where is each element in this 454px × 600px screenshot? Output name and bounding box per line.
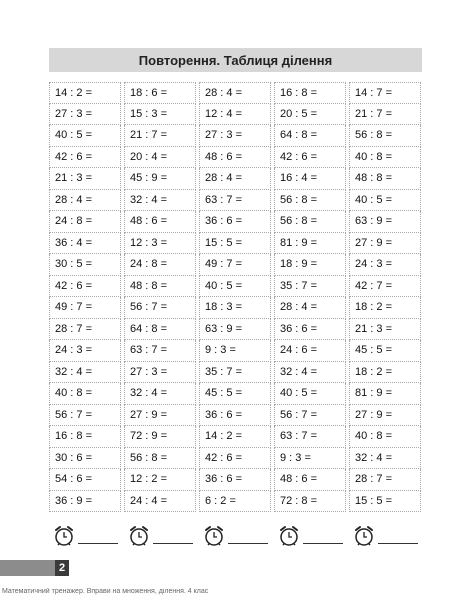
- exercise-cell: 40 : 8 =: [49, 383, 121, 405]
- exercise-cell: 24 : 8 =: [49, 211, 121, 233]
- exercise-cell: 49 : 7 =: [199, 254, 271, 276]
- exercise-column: [349, 82, 421, 512]
- alarm-clock-icon: [53, 524, 75, 548]
- exercise-cell: 9 : 3 =: [274, 448, 346, 470]
- exercise-cell: 64 : 8 =: [274, 125, 346, 147]
- exercise-cell: 15 : 5 =: [199, 233, 271, 255]
- footer-text: Математичний тренажер. Вправи на множення, ділення. 4 клас: [2, 588, 209, 595]
- exercise-cell: 72 : 8 =: [274, 491, 346, 513]
- exercise-cell: 42 : 6 =: [49, 147, 121, 169]
- exercise-cell: 36 : 6 =: [199, 211, 271, 233]
- exercise-cell: 40 : 5 =: [274, 383, 346, 405]
- exercise-cell: 42 : 6 =: [274, 147, 346, 169]
- exercise-cell: 12 : 3 =: [124, 233, 196, 255]
- exercise-cell: 16 : 4 =: [274, 168, 346, 190]
- exercise-cell: 63 : 9 =: [349, 211, 421, 233]
- exercise-cell: 18 : 2 =: [349, 362, 421, 384]
- time-answer-line[interactable]: [303, 543, 343, 544]
- exercise-cell: 18 : 6 =: [124, 82, 196, 104]
- exercise-column: [274, 82, 346, 512]
- exercise-cell: 28 : 4 =: [199, 168, 271, 190]
- exercise-cell: 42 : 6 =: [49, 276, 121, 298]
- exercise-cell: 12 : 4 =: [199, 104, 271, 126]
- alarm-clock-icon: [128, 524, 150, 548]
- exercise-cell: 48 : 6 =: [124, 211, 196, 233]
- exercise-cell: 32 : 4 =: [349, 448, 421, 470]
- exercise-cell: 27 : 9 =: [124, 405, 196, 427]
- exercise-cell: 36 : 9 =: [49, 491, 121, 513]
- exercise-cell: 15 : 5 =: [349, 491, 421, 513]
- exercise-cell: 81 : 9 =: [274, 233, 346, 255]
- exercise-cell: 27 : 3 =: [124, 362, 196, 384]
- exercise-cell: 18 : 2 =: [349, 297, 421, 319]
- exercise-cell: 18 : 9 =: [274, 254, 346, 276]
- exercise-cell: 16 : 8 =: [274, 82, 346, 104]
- time-answer-line[interactable]: [228, 543, 268, 544]
- timer-slot: [349, 518, 421, 548]
- exercise-cell: 56 : 8 =: [349, 125, 421, 147]
- exercise-cell: 40 : 5 =: [49, 125, 121, 147]
- time-answer-line[interactable]: [378, 543, 418, 544]
- exercise-cell: 21 : 7 =: [124, 125, 196, 147]
- exercise-cell: 56 : 8 =: [274, 211, 346, 233]
- exercise-cell: 63 : 9 =: [199, 319, 271, 341]
- exercise-cell: 24 : 8 =: [124, 254, 196, 276]
- exercise-cell: 20 : 5 =: [274, 104, 346, 126]
- exercise-cell: 45 : 5 =: [199, 383, 271, 405]
- exercise-cell: 48 : 6 =: [199, 147, 271, 169]
- exercise-cell: 32 : 4 =: [124, 190, 196, 212]
- exercise-cell: 56 : 7 =: [274, 405, 346, 427]
- exercise-cell: 30 : 5 =: [49, 254, 121, 276]
- exercise-cell: 48 : 8 =: [124, 276, 196, 298]
- alarm-clock-icon: [278, 524, 300, 548]
- exercise-cell: 49 : 7 =: [49, 297, 121, 319]
- exercise-cell: 54 : 6 =: [49, 469, 121, 491]
- exercise-cell: 28 : 7 =: [349, 469, 421, 491]
- exercise-cell: 27 : 9 =: [349, 233, 421, 255]
- exercise-cell: 40 : 8 =: [349, 147, 421, 169]
- exercise-cell: 27 : 3 =: [49, 104, 121, 126]
- exercise-cell: 21 : 3 =: [49, 168, 121, 190]
- exercise-cell: 64 : 8 =: [124, 319, 196, 341]
- exercise-cell: 63 : 7 =: [199, 190, 271, 212]
- exercise-cell: 12 : 2 =: [124, 469, 196, 491]
- exercise-column: [49, 82, 121, 512]
- exercise-cell: 9 : 3 =: [199, 340, 271, 362]
- exercise-cell: 81 : 9 =: [349, 383, 421, 405]
- exercise-cell: 32 : 4 =: [124, 383, 196, 405]
- exercise-cell: 21 : 3 =: [349, 319, 421, 341]
- alarm-clock-icon: [203, 524, 225, 548]
- exercise-cell: 24 : 3 =: [49, 340, 121, 362]
- time-answer-line[interactable]: [153, 543, 193, 544]
- exercise-cell: 21 : 7 =: [349, 104, 421, 126]
- exercise-cell: 48 : 6 =: [274, 469, 346, 491]
- timer-slot: [49, 518, 121, 548]
- timer-slot: [124, 518, 196, 548]
- exercise-cell: 24 : 4 =: [124, 491, 196, 513]
- exercise-cell: 40 : 8 =: [349, 426, 421, 448]
- exercise-cell: 15 : 3 =: [124, 104, 196, 126]
- exercise-cell: 20 : 4 =: [124, 147, 196, 169]
- timer-row: [49, 518, 421, 548]
- exercise-cell: 40 : 5 =: [199, 276, 271, 298]
- exercise-cell: 63 : 7 =: [124, 340, 196, 362]
- exercise-cell: 14 : 2 =: [49, 82, 121, 104]
- exercise-cell: 32 : 4 =: [274, 362, 346, 384]
- exercise-column: [199, 82, 271, 512]
- exercise-cell: 56 : 7 =: [49, 405, 121, 427]
- exercise-cell: 6 : 2 =: [199, 491, 271, 513]
- exercise-grid: [49, 82, 421, 512]
- exercise-cell: 56 : 7 =: [124, 297, 196, 319]
- exercise-cell: 27 : 9 =: [349, 405, 421, 427]
- exercise-cell: 56 : 8 =: [124, 448, 196, 470]
- exercise-cell: 36 : 6 =: [274, 319, 346, 341]
- exercise-cell: 63 : 7 =: [274, 426, 346, 448]
- exercise-cell: 28 : 4 =: [274, 297, 346, 319]
- exercise-cell: 28 : 4 =: [199, 82, 271, 104]
- exercise-cell: 45 : 5 =: [349, 340, 421, 362]
- exercise-cell: 14 : 7 =: [349, 82, 421, 104]
- exercise-cell: 35 : 7 =: [274, 276, 346, 298]
- exercise-cell: 40 : 5 =: [349, 190, 421, 212]
- exercise-cell: 18 : 3 =: [199, 297, 271, 319]
- exercise-cell: 24 : 6 =: [274, 340, 346, 362]
- time-answer-line[interactable]: [78, 543, 118, 544]
- exercise-cell: 72 : 9 =: [124, 426, 196, 448]
- exercise-column: [124, 82, 196, 512]
- exercise-cell: 30 : 6 =: [49, 448, 121, 470]
- exercise-cell: 45 : 9 =: [124, 168, 196, 190]
- exercise-cell: 28 : 7 =: [49, 319, 121, 341]
- exercise-cell: 27 : 3 =: [199, 125, 271, 147]
- timer-slot: [199, 518, 271, 548]
- exercise-cell: 48 : 8 =: [349, 168, 421, 190]
- alarm-clock-icon: [353, 524, 375, 548]
- exercise-cell: 36 : 6 =: [199, 469, 271, 491]
- page-number: 2: [55, 560, 69, 576]
- exercise-cell: 16 : 8 =: [49, 426, 121, 448]
- exercise-cell: 36 : 6 =: [199, 405, 271, 427]
- exercise-cell: 28 : 4 =: [49, 190, 121, 212]
- exercise-cell: 56 : 8 =: [274, 190, 346, 212]
- exercise-cell: 32 : 4 =: [49, 362, 121, 384]
- exercise-cell: 24 : 3 =: [349, 254, 421, 276]
- timer-slot: [274, 518, 346, 548]
- exercise-cell: 42 : 7 =: [349, 276, 421, 298]
- exercise-cell: 35 : 7 =: [199, 362, 271, 384]
- exercise-cell: 42 : 6 =: [199, 448, 271, 470]
- exercise-cell: 14 : 2 =: [199, 426, 271, 448]
- exercise-cell: 36 : 4 =: [49, 233, 121, 255]
- page-title: Повторення. Таблиця ділення: [49, 48, 422, 72]
